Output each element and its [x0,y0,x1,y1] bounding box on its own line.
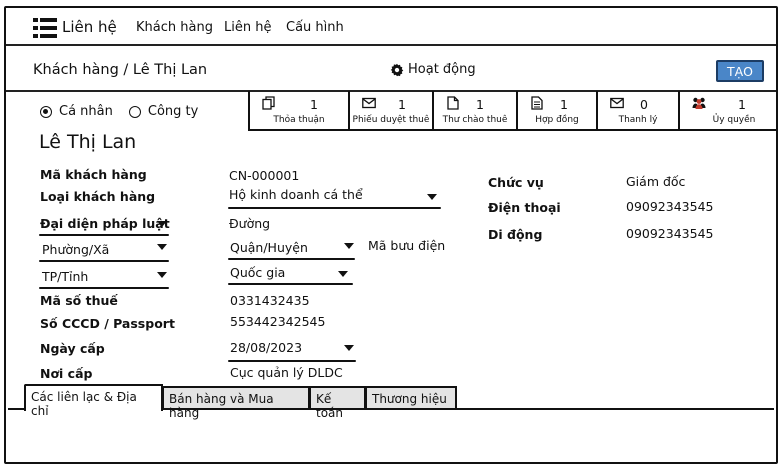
chevron-down-icon[interactable] [344,243,354,249]
activity-button[interactable] [390,62,476,77]
id-number-label: Số CCCD / Passport [40,316,175,331]
tab-sales-purchases[interactable]: Bán hàng và Mua hàng [162,386,310,410]
phone-label: Điện thoại [488,200,561,215]
issue-date-label: Ngày cấp [40,341,105,356]
customer-code-value: CN-000001 [229,168,300,183]
legal-rep-underline [39,234,169,236]
chevron-down-icon[interactable] [157,272,167,278]
radio-company-label: Công ty [147,104,199,119]
stat-rent-offers[interactable] [432,91,518,131]
legal-rep-value: Đường [229,216,271,231]
district-underline [228,258,355,260]
issue-place-value: Cục quản lý DLDC [230,365,343,380]
position-value: Giám đốc [626,174,686,189]
legal-rep-dropdown[interactable]: Đại diện pháp luật [40,216,170,231]
stat-label: Ủy quyền [712,115,756,125]
chevron-down-icon[interactable] [157,244,167,250]
stat-count: 1 [738,97,746,112]
envelope-icon [362,96,376,110]
chevron-down-icon[interactable] [344,345,354,351]
stat-label: Thanh lý [618,115,658,125]
app-window [4,6,778,464]
gear-icon [390,63,404,77]
chevron-down-icon[interactable] [157,221,167,227]
customer-kind-underline [228,207,441,209]
radio-selected-icon [40,106,52,118]
tax-code-value: 0331432435 [230,293,310,308]
issue-date-underline [228,360,356,362]
stat-count: 1 [476,97,484,112]
stat-agreements[interactable] [248,91,350,131]
nav-link-customers[interactable]: Khách hàng [136,20,213,35]
nav-link-contacts[interactable]: Liên hệ [224,20,272,35]
nav-link-settings[interactable]: Cấu hình [286,20,344,35]
customer-type-radio-group [40,104,198,119]
chevron-down-icon[interactable] [427,194,437,200]
phone-value: 09092343545 [626,199,714,214]
province-dropdown[interactable]: TP/Tỉnh [42,269,89,284]
menu-icon[interactable] [33,18,57,38]
position-label: Chức vụ [488,175,544,190]
file-icon [446,96,460,110]
customer-code-label: Mã khách hàng [40,167,147,182]
stat-liquidations[interactable] [596,91,680,131]
province-underline [39,287,169,289]
stat-count: 1 [560,97,568,112]
chevron-down-icon[interactable] [338,271,348,277]
radio-individual[interactable] [40,104,113,119]
app-brand[interactable]: Liên hệ [62,18,117,36]
users-icon [692,96,706,110]
customer-name-heading: Lê Thị Lan [39,131,137,153]
stat-label: Phiếu duyệt thuê [352,115,430,125]
radio-individual-label: Cá nhân [59,104,113,119]
district-dropdown[interactable]: Quận/Huyện [230,240,308,255]
stat-label: Thỏa thuận [273,115,325,125]
tab-brands[interactable]: Thương hiệu [365,386,457,410]
mobile-value: 09092343545 [626,226,714,241]
radio-company[interactable] [129,104,198,119]
stat-count: 0 [640,97,648,112]
country-dropdown[interactable]: Quốc gia [230,265,286,280]
breadcrumb[interactable]: Khách hàng / Lê Thị Lan [33,62,208,78]
stat-count: 1 [398,97,406,112]
radio-unselected-icon [129,106,141,118]
customer-kind-select[interactable]: Hộ kinh doanh cá thể [229,187,363,202]
postal-code-label[interactable]: Mã bưu điện [368,238,446,253]
id-number-value: 553442342545 [230,314,326,329]
mobile-label: Di động [488,227,543,242]
stat-rent-approvals[interactable] [348,91,434,131]
customer-kind-label: Loại khách hàng [40,189,156,204]
stat-contracts[interactable] [516,91,598,131]
tab-bar [24,384,774,420]
copy-icon [262,96,276,110]
stat-authorizations[interactable] [678,91,778,131]
activity-label: Hoạt động [408,62,476,77]
document-icon [530,96,544,110]
stat-count: 1 [310,97,318,112]
ward-dropdown[interactable]: Phường/Xã [42,242,110,257]
ward-underline [39,260,169,262]
smart-buttons [248,91,776,131]
tax-code-label: Mã số thuế [40,293,118,308]
issue-place-label: Nơi cấp [40,366,93,381]
stat-label: Thư chào thuê [442,115,508,125]
top-navbar [6,8,776,46]
tab-content-panel [8,408,774,464]
title-bar [6,48,776,92]
tab-contacts-addresses[interactable]: Các liên lạc & Địa chỉ [24,384,163,411]
issue-date-input[interactable]: 28/08/2023 [230,340,303,355]
stat-label: Hợp đồng [535,115,579,125]
country-underline [228,283,353,285]
create-button[interactable]: TẠO [716,60,764,82]
tab-accounting[interactable]: Kế toán [309,386,366,410]
envelope-icon [610,96,624,110]
